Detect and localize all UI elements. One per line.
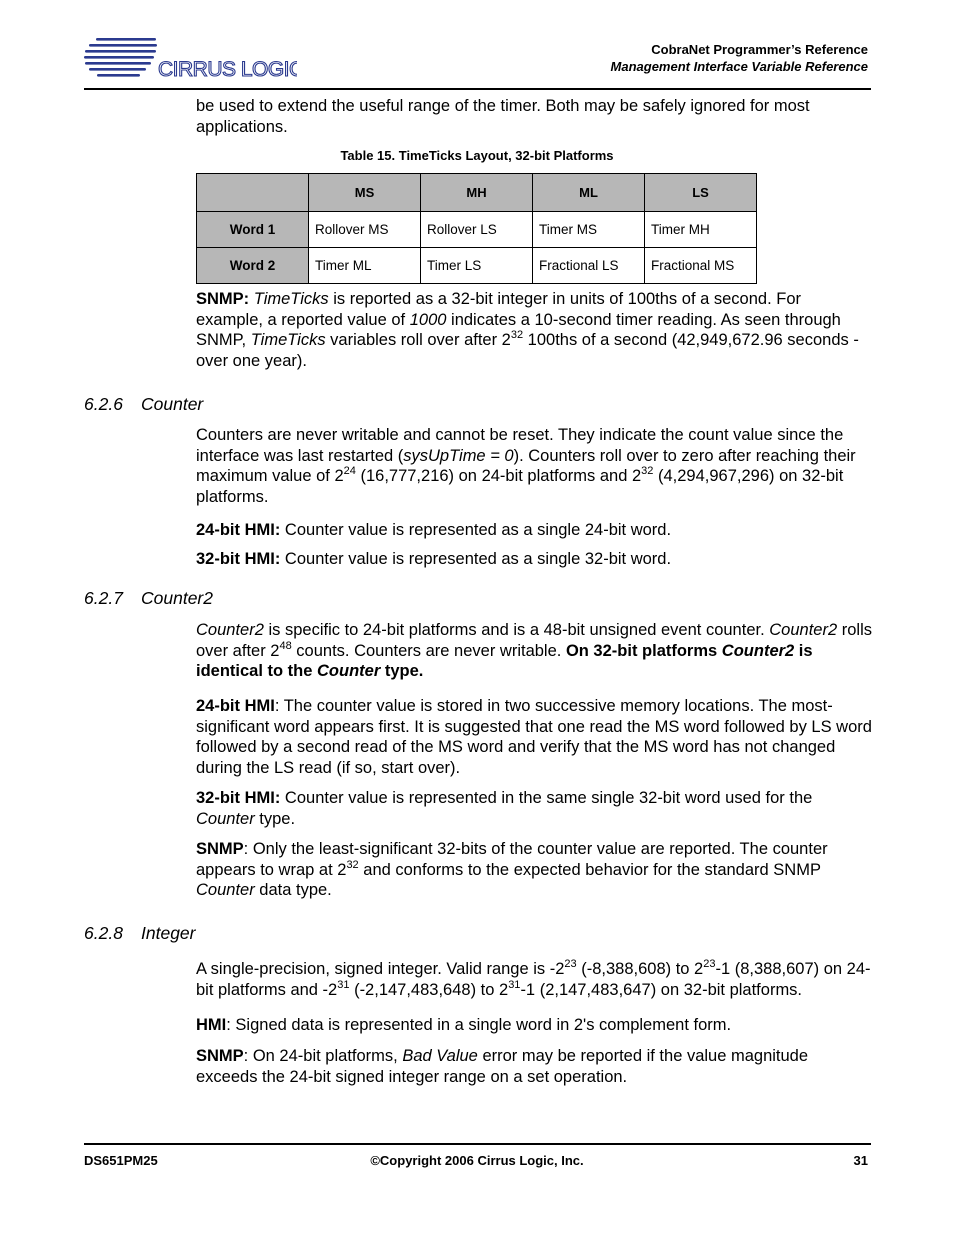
- page-number: 31: [853, 1153, 868, 1168]
- table-cell: Timer ML: [309, 248, 421, 284]
- table-cell: Rollover LS: [421, 212, 533, 248]
- company-logo: [82, 34, 297, 84]
- table-cell: Fractional MS: [645, 248, 757, 284]
- table-corner-cell: [197, 174, 309, 212]
- integer-hmi: HMI: Signed data is represented in a single word in 2's complement form.: [196, 1016, 732, 1034]
- column-header: LS: [645, 174, 757, 212]
- counter-hmi32: 32-bit HMI: Counter value is represented as a single 32-bit word.: [196, 550, 672, 568]
- table-cell: Timer MH: [645, 212, 757, 248]
- table-cell: Rollover MS: [309, 212, 421, 248]
- table-row: [197, 212, 757, 248]
- table-cell: Timer LS: [421, 248, 533, 284]
- section-heading-counter2: 6.2.7 Counter2: [84, 588, 213, 608]
- section-heading-counter: 6.2.6 Counter: [84, 394, 204, 414]
- integer-description: A single-precision, signed integer. Valid range is $-2^{23}$ (-8,388,608) to $2^{23}-1$ (8,388,607) on 24-bit platforms and $-2^{31}$ (-2,147,483,648) to $2^{31}-1$ (2,147,483,647) on 32-bit platforms.: [196, 958, 871, 999]
- running-header: [611, 41, 868, 75]
- counter-hmi24: 24-bit HMI: Counter value is represented as a single 24-bit word.: [196, 521, 672, 539]
- counter-description: Counters are never writable and cannot be reset. They indicate the count value since the interface was last restarted (sysUpTime = 0). Counters roll over to zero after reaching their maximum value of $2^{24}$ (16,777,216) on 24-bit platforms and $2^{32}$ (4,294,967,296) on 32-bit platforms.: [196, 426, 856, 506]
- document-id: DS651PM25: [84, 1153, 158, 1168]
- column-header: ML: [533, 174, 645, 212]
- column-header: MS: [309, 174, 421, 212]
- intro-paragraph: be used to extend the useful range of the timer. Both may be safely ignored for most applications.: [196, 97, 810, 136]
- header-rule: [84, 88, 871, 90]
- section-title: Management Interface Variable Reference: [610, 59, 868, 74]
- integer-snmp: SNMP: On 24-bit platforms, Bad Value error may be reported if the value magnitude exceeds the 24-bit signed integer range on a set operation.: [196, 1047, 809, 1086]
- footer-rule: [84, 1143, 871, 1145]
- table-cell: Timer MS: [533, 212, 645, 248]
- section-heading-integer: 6.2.8 Integer: [84, 923, 196, 943]
- copyright-notice: ©Copyright 2006 Cirrus Logic, Inc.: [370, 1153, 584, 1168]
- document-title: CobraNet Programmer’s Reference: [651, 42, 868, 57]
- table-header-row: [197, 174, 757, 212]
- counter2-description: Counter2 is specific to 24-bit platforms and is a 48-bit unsigned event counter. Counter2 rolls over after $2^{48}$ counts. Counters are never writable. On 32-bit platforms Counter2 is identical to the Counter type.: [196, 621, 872, 680]
- counter2-hmi32: 32-bit HMI: Counter value is represented in the same single 32-bit word used for the Counter type.: [196, 789, 813, 828]
- table-caption: Table 15. TimeTicks Layout, 32-bit Platforms: [340, 148, 614, 163]
- counter2-snmp: SNMP: Only the least-significant 32-bits of the counter value are reported. The counter appears to wrap at $2^{32}$ and conforms to the expected behavior for the standard SNMP Counter data type.: [196, 840, 828, 899]
- logo-wordmark: CIRRUS LOGIC: [158, 58, 297, 81]
- column-header: MH: [421, 174, 533, 212]
- counter2-hmi24: 24-bit HMI: The counter value is stored in two successive memory locations. The most-significant word appears first. It is suggested that one read the MS word followed by LS word followed by a second read of the MS word and verify that the MS word has not changed during the LS read (if so, start over).: [196, 697, 872, 777]
- table-row: [197, 248, 757, 284]
- row-header: Word 1: [197, 212, 309, 248]
- snmp-timeticks-paragraph: SNMP: TimeTicks is reported as a 32-bit integer in units of 100ths of a second. For example, a reported value of 1000 indicates a 10-second timer reading. As seen through SNMP, TimeTicks variables roll over after $2^{32}$ 100ths of a second (42,949,672.96 seconds - over one year).: [196, 290, 859, 370]
- row-header: Word 2: [197, 248, 309, 284]
- table-cell: Fractional LS: [533, 248, 645, 284]
- timeticks-table: [196, 173, 757, 284]
